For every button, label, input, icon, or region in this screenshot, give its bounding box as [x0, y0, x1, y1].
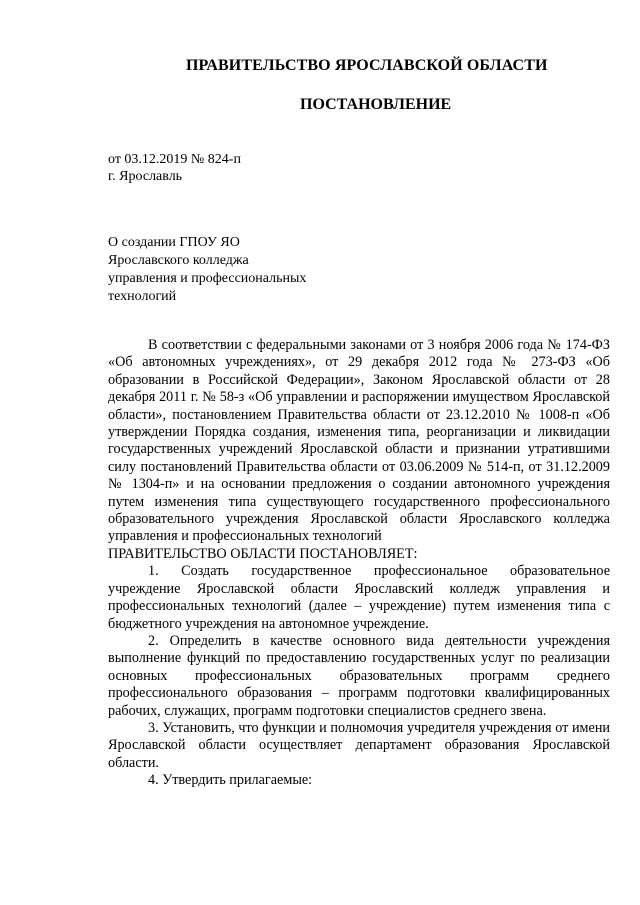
- document-type-heading: ПОСТАНОВЛЕНИЕ: [300, 96, 452, 113]
- document-subject: [108, 234, 368, 306]
- subject-line: управления и профессиональных: [108, 271, 307, 286]
- item-3-paragraph: 3. Установить, что функции и полномочия учредителя учреждения от имени Ярославской области осуществляет департамент образования Ярославской области.: [108, 719, 610, 771]
- item-2-paragraph: 2. Определить в качестве основного вида деятельности учреждения выполнение функций по предоставлению государственных услуг по реализации основных профессиональных образовательных программ среднего профессионального образования – программ подготовки квалифицированных рабочих, служащих, программ подготовки специалистов среднего звена.: [108, 632, 610, 719]
- subject-line: О создании ГПОУ ЯО: [108, 235, 240, 250]
- item-4-paragraph: 4. Утвердить прилагаемые:: [148, 772, 313, 789]
- preamble-paragraph: В соответствии с федеральными законами от 3 ноября 2006 года № 174-ФЗ «Об автономных учреждениях», от 29 декабря 2012 года № 273-ФЗ «Об образовании в Российской Федерации», Законом Ярославской области от 28 декабря 2011 г. № 58-з «Об управлении и распоряжении имуществом Ярославской области», постановлением Правительства области от 23.12.2010 № 1008-п «Об утверждении Порядка создания, изменения типа, реорганизации и ликвидации государственных учреждений Ярославской области и признании утратившими силу постановлений Правительства области от 03.06.2009 № 514-п, от 31.12.2009 № 1304-п» и на основании предложения о создании автономного учреждения путем изменения типа существующего государственного профессионального образовательного учреждения Ярославской области Ярославского колледжа управления и профессиональных технологий: [108, 337, 610, 545]
- subject-line: технологий: [108, 289, 177, 304]
- government-title: ПРАВИТЕЛЬСТВО ЯРОСЛАВСКОЙ ОБЛАСТИ: [186, 57, 548, 74]
- item-1-paragraph: 1. Создать государственное профессиональное образовательное учреждение Ярославской области Ярославский колледж управления и профессиональных технологий (далее – учреждение) путем изменения типа с бюджетного учреждения на автономное учреждение.: [108, 563, 610, 632]
- document-body: [108, 337, 610, 790]
- subject-line: Ярославского колледжа: [108, 253, 249, 268]
- resolution-heading: ПРАВИТЕЛЬСТВО ОБЛАСТИ ПОСТАНОВЛЯЕТ:: [108, 545, 418, 562]
- city: г. Ярославль: [108, 169, 183, 184]
- date-number: от 03.12.2019 № 824-п: [108, 152, 241, 167]
